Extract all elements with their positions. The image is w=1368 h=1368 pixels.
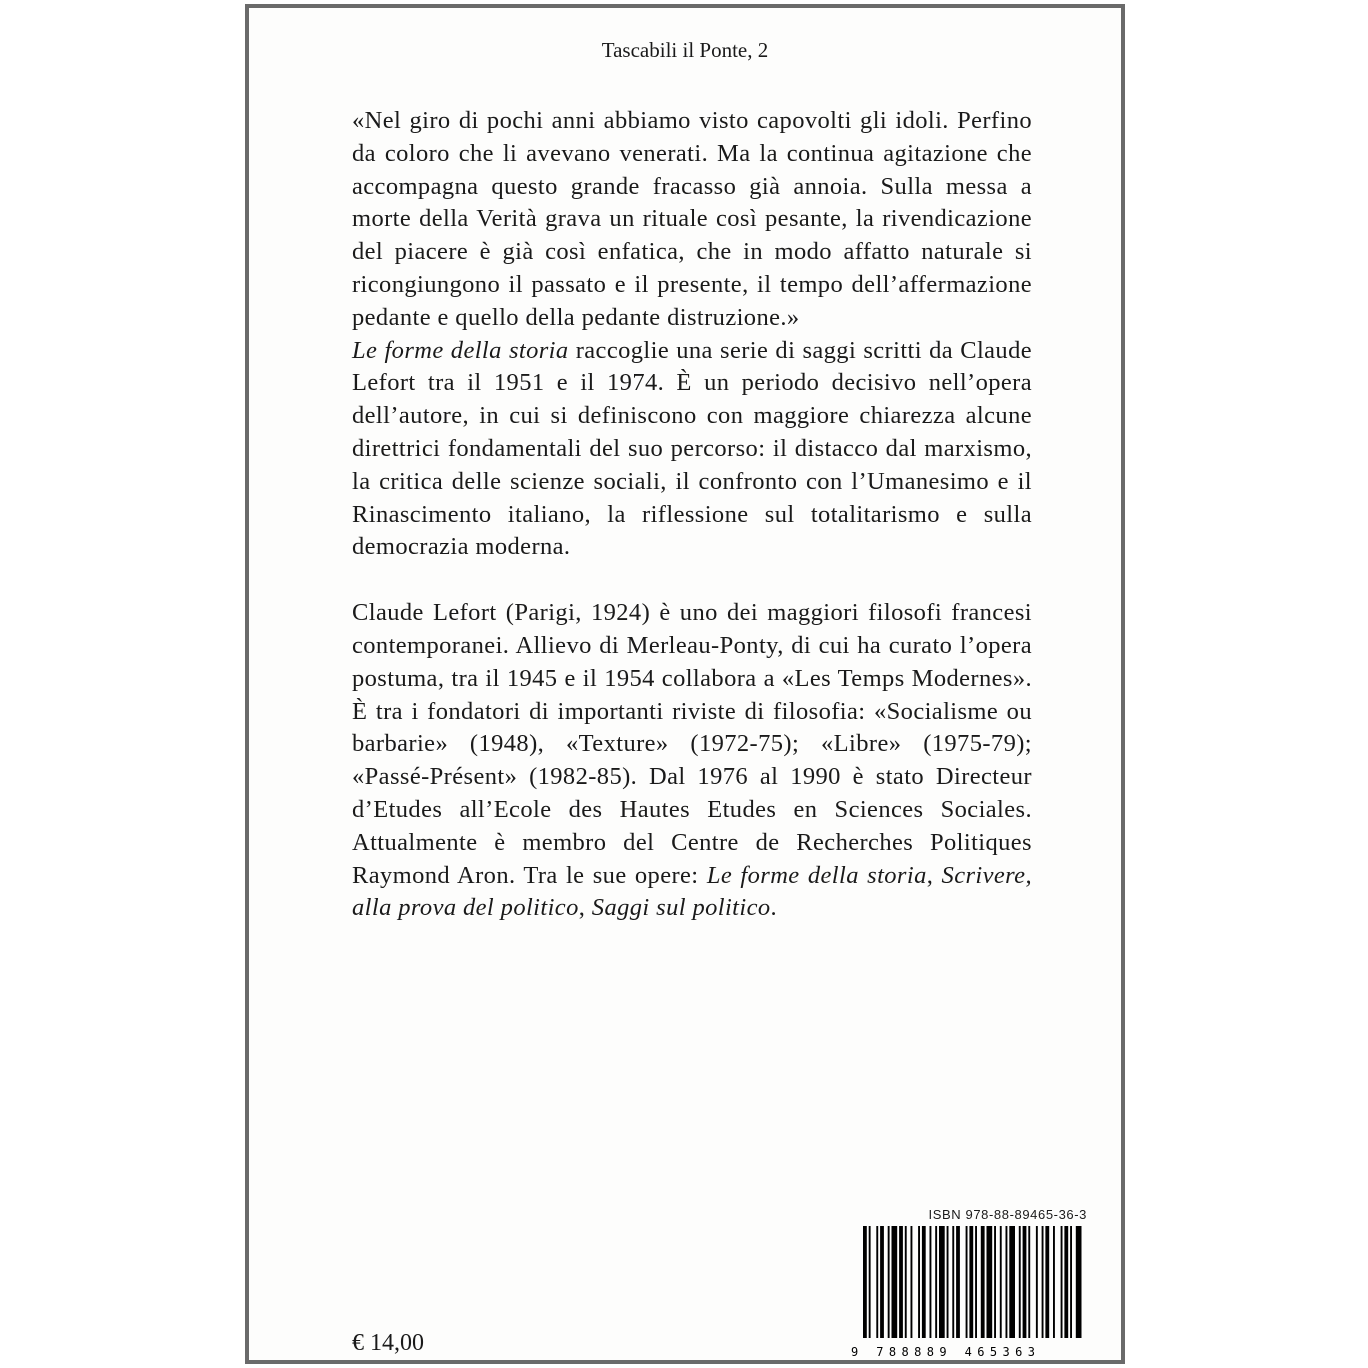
barcode-bar — [935, 1226, 937, 1338]
barcode-bar — [869, 1226, 871, 1338]
bio-end: . — [770, 894, 778, 922]
barcode-bar — [1006, 1226, 1008, 1338]
barcode-bar — [905, 1226, 907, 1338]
barcode-bar — [911, 1226, 913, 1338]
barcode-bar — [1053, 1226, 1055, 1338]
barcode-bar — [1042, 1226, 1044, 1338]
barcode-bar — [987, 1226, 993, 1338]
barcode-bar — [1000, 1226, 1002, 1338]
barcode-bar — [1070, 1226, 1072, 1338]
book-back-cover — [245, 4, 1125, 1364]
barcode-bar — [975, 1226, 977, 1338]
series-title: Tascabili il Ponte, 2 — [601, 38, 769, 62]
barcode-bar — [966, 1226, 968, 1338]
barcode-bar — [1036, 1226, 1038, 1338]
barcode-bar — [1019, 1226, 1021, 1338]
barcode-bar — [952, 1226, 954, 1338]
barcode-bar — [969, 1226, 973, 1338]
barcode-bar — [1023, 1226, 1027, 1338]
barcode-bar — [892, 1226, 898, 1338]
barcode-bar — [918, 1226, 920, 1338]
book-title-italic: Le forme della storia — [352, 336, 569, 364]
barcode-bar — [1045, 1226, 1049, 1338]
isbn-label: ISBN 978-88-89465-36-3 — [928, 1207, 1087, 1222]
barcode-bar — [1028, 1226, 1030, 1338]
barcode-bar — [939, 1226, 945, 1338]
price: € 14,00 — [352, 1330, 424, 1356]
barcode-bar — [981, 1226, 985, 1338]
barcode-bar — [1061, 1226, 1063, 1338]
barcode-bar — [1076, 1226, 1082, 1338]
blurb-body — [352, 105, 1032, 925]
bio-separator: , — [578, 894, 592, 922]
bio-separator: , — [926, 861, 942, 889]
barcode — [847, 1226, 1087, 1362]
work-title-2: Scrivere, alla prova del politico — [352, 861, 1032, 922]
barcode-bar — [1064, 1226, 1068, 1338]
barcode-bar — [956, 1226, 960, 1338]
work-title-1: Le forme della storia — [706, 861, 927, 889]
work-title-3: Saggi sul politico — [591, 894, 771, 922]
barcode-bar — [888, 1226, 890, 1338]
barcode-bar — [922, 1226, 926, 1338]
barcode-bar — [994, 1226, 996, 1338]
barcode-bar — [947, 1226, 949, 1338]
barcode-bar — [1009, 1226, 1015, 1338]
description-text: raccoglie una serie di saggi scritti da Claude Lefort tra il 1951 e il 1974. È un periodo decisivo nell’opera dell’autore, in cui si definiscono con maggiore chiarezza alcune direttrici fondamentali del suo percorso: il distacco dal marxismo, la critica delle scienze sociali, il confronto con l’Umanesimo e il Rinascimento italiano, la riflessione sul totalitarismo e sulla democrazia moderna. — [352, 336, 1032, 561]
barcode-digits: 9 788889 465363 — [851, 1345, 1041, 1359]
author-bio-paragraph — [352, 597, 1032, 925]
bio-text: Claude Lefort (Parigi, 1924) è uno dei maggiori filosofi francesi contemporanei. Allievo di Merleau-Ponty, di cui ha curato l’opera postuma, tra il 1945 e il 1954 collabora a «Les Temps Modernes». È tra i fondatori di importanti riviste di filosofia: «Socialisme ou barbarie» (1948), «Texture» (1972-75); «Libre» (1975-79); «Passé-Présent» (1982-85). Dal 1976 al 1990 è stato Directeur d’Etudes all’Ecole des Hautes Etudes en Sciences Sociales. Attualmente è membro del Centre de Recherches Politiques Raymond Aron. Tra le sue opere: — [352, 599, 1032, 889]
quote-paragraph: «Nel giro di pochi anni abbiamo visto capovolti gli idoli. Perfino da coloro che li avevano venerati. Ma la continua agitazione che accompagna questo grande fracasso già annoia. Sulla messa a morte della Verità grava un rituale così pesante, la rivendicazione del piacere è già così enfatica, che in modo affatto naturale si ricongiungono il passato e il presente, il tempo dell’affermazione pedante e quello della pedante distruzione.» — [352, 107, 1032, 331]
barcode-bar — [930, 1226, 932, 1338]
barcode-bar — [863, 1226, 867, 1338]
barcode-bar — [899, 1226, 903, 1338]
barcode-bar — [880, 1226, 884, 1338]
isbn-block — [847, 1207, 1087, 1362]
barcode-bar — [876, 1226, 878, 1338]
description-paragraph — [352, 335, 1032, 565]
